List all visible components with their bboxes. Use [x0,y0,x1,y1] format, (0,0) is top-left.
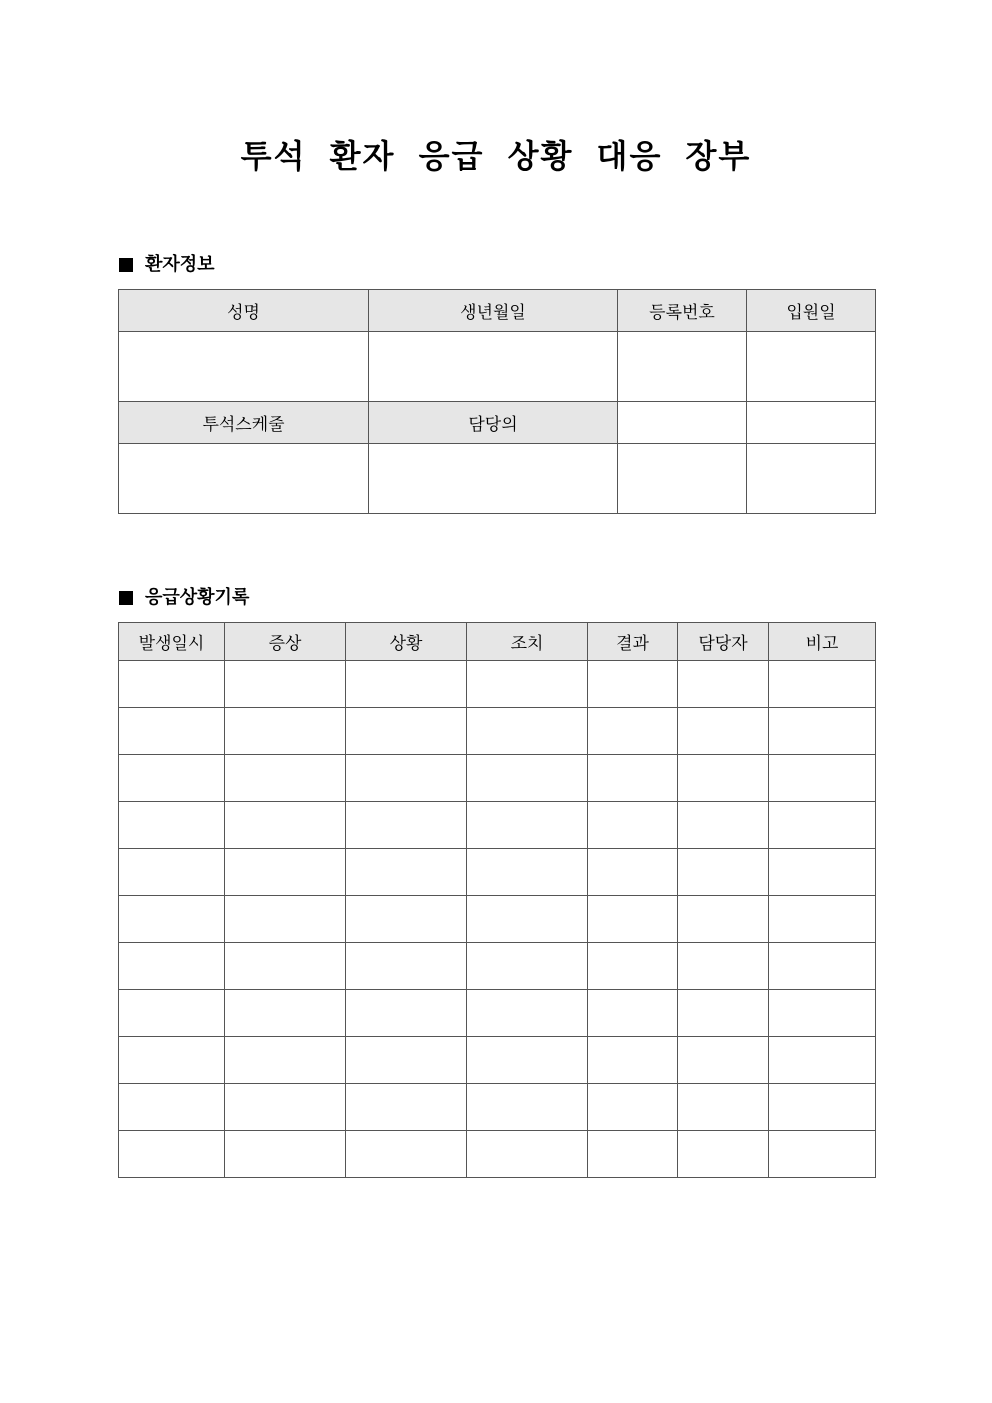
blank-header-cell [747,402,876,444]
action-cell[interactable] [467,943,588,990]
person-in-charge-cell[interactable] [678,708,769,755]
situation-cell[interactable] [346,802,467,849]
symptom-cell[interactable] [225,849,346,896]
situation-cell[interactable] [346,661,467,708]
occurrence-datetime-cell[interactable] [119,661,225,708]
result-cell[interactable] [588,943,678,990]
person-in-charge-cell[interactable] [678,661,769,708]
remarks-cell[interactable] [769,1037,876,1084]
occurrence-datetime-cell[interactable] [119,896,225,943]
action-cell[interactable] [467,896,588,943]
emergency-record-heading [119,586,249,610]
remarks-cell[interactable] [769,708,876,755]
person-in-charge-cell[interactable] [678,1131,769,1178]
person-in-charge-cell[interactable] [678,990,769,1037]
person-in-charge-cell[interactable] [678,943,769,990]
dialysis-schedule-value-cell[interactable] [119,444,369,514]
symptom-cell[interactable] [225,802,346,849]
situation-cell[interactable] [346,990,467,1037]
patient-info-heading-label: 환자정보 [145,254,215,275]
birthdate-value-cell[interactable] [369,332,618,402]
patient-value-row-2 [119,444,876,514]
record-row [119,802,876,849]
occurrence-datetime-cell[interactable] [119,708,225,755]
result-cell[interactable] [588,661,678,708]
admission-date-value-cell[interactable] [747,332,876,402]
header-name: 성명 [119,290,369,332]
occurrence-datetime-cell[interactable] [119,849,225,896]
patient-info-heading [119,253,215,277]
person-in-charge-cell[interactable] [678,755,769,802]
patient-header-row-1 [119,290,876,332]
record-row [119,755,876,802]
registration-number-value-cell[interactable] [618,332,747,402]
blank-value-cell[interactable] [618,444,747,514]
occurrence-datetime-cell[interactable] [119,1037,225,1084]
occurrence-datetime-cell[interactable] [119,1131,225,1178]
situation-cell[interactable] [346,943,467,990]
person-in-charge-cell[interactable] [678,849,769,896]
remarks-cell[interactable] [769,1131,876,1178]
situation-cell[interactable] [346,1037,467,1084]
header-action: 조치 [467,623,588,661]
action-cell[interactable] [467,849,588,896]
result-cell[interactable] [588,990,678,1037]
record-row [119,1131,876,1178]
person-in-charge-cell[interactable] [678,1037,769,1084]
situation-cell[interactable] [346,896,467,943]
attending-physician-value-cell[interactable] [369,444,618,514]
action-cell[interactable] [467,708,588,755]
header-birthdate: 생년월일 [369,290,618,332]
symptom-cell[interactable] [225,990,346,1037]
symptom-cell[interactable] [225,661,346,708]
symptom-cell[interactable] [225,755,346,802]
header-attending-physician: 담당의 [369,402,618,444]
situation-cell[interactable] [346,755,467,802]
remarks-cell[interactable] [769,1084,876,1131]
record-row [119,849,876,896]
record-row [119,661,876,708]
emergency-record-heading-label: 응급상황기록 [145,587,250,608]
emergency-record-table [118,622,876,1178]
remarks-cell[interactable] [769,896,876,943]
result-cell[interactable] [588,708,678,755]
record-row [119,990,876,1037]
result-cell[interactable] [588,849,678,896]
occurrence-datetime-cell[interactable] [119,755,225,802]
remarks-cell[interactable] [769,755,876,802]
symptom-cell[interactable] [225,708,346,755]
situation-cell[interactable] [346,1084,467,1131]
header-occurrence-datetime: 발생일시 [119,623,225,661]
occurrence-datetime-cell[interactable] [119,802,225,849]
header-result: 결과 [588,623,678,661]
header-symptom: 증상 [225,623,346,661]
blank-value-cell[interactable] [747,444,876,514]
header-dialysis-schedule: 투석스케줄 [119,402,369,444]
result-cell[interactable] [588,755,678,802]
symptom-cell[interactable] [225,1037,346,1084]
action-cell[interactable] [467,755,588,802]
result-cell[interactable] [588,1084,678,1131]
person-in-charge-cell[interactable] [678,1084,769,1131]
result-cell[interactable] [588,896,678,943]
remarks-cell[interactable] [769,802,876,849]
header-situation: 상황 [346,623,467,661]
symptom-cell[interactable] [225,1131,346,1178]
header-admission-date: 입원일 [747,290,876,332]
situation-cell[interactable] [346,849,467,896]
record-row [119,708,876,755]
occurrence-datetime-cell[interactable] [119,943,225,990]
person-in-charge-cell[interactable] [678,896,769,943]
result-cell[interactable] [588,802,678,849]
symptom-cell[interactable] [225,1084,346,1131]
header-person-in-charge: 담당자 [678,623,769,661]
symptom-cell[interactable] [225,943,346,990]
blank-header-cell [618,402,747,444]
remarks-cell[interactable] [769,943,876,990]
action-cell[interactable] [467,1084,588,1131]
action-cell[interactable] [467,802,588,849]
situation-cell[interactable] [346,1131,467,1178]
record-row [119,1084,876,1131]
record-row [119,1037,876,1084]
action-cell[interactable] [467,1037,588,1084]
symptom-cell[interactable] [225,896,346,943]
square-bullet-icon [119,258,133,272]
patient-info-table [118,289,876,514]
square-bullet-icon [119,591,133,605]
result-cell[interactable] [588,1131,678,1178]
remarks-cell[interactable] [769,661,876,708]
header-registration-number: 등록번호 [618,290,747,332]
remarks-cell[interactable] [769,849,876,896]
result-cell[interactable] [588,1037,678,1084]
patient-value-row-1 [119,332,876,402]
action-cell[interactable] [467,990,588,1037]
remarks-cell[interactable] [769,990,876,1037]
record-row [119,896,876,943]
action-cell[interactable] [467,661,588,708]
occurrence-datetime-cell[interactable] [119,1084,225,1131]
person-in-charge-cell[interactable] [678,802,769,849]
record-row [119,943,876,990]
record-header-row [119,623,876,661]
occurrence-datetime-cell[interactable] [119,990,225,1037]
name-value-cell[interactable] [119,332,369,402]
action-cell[interactable] [467,1131,588,1178]
page-title: 투석 환자 응급 상황 대응 장부 [240,137,752,175]
patient-header-row-2 [119,402,876,444]
situation-cell[interactable] [346,708,467,755]
header-remarks: 비고 [769,623,876,661]
